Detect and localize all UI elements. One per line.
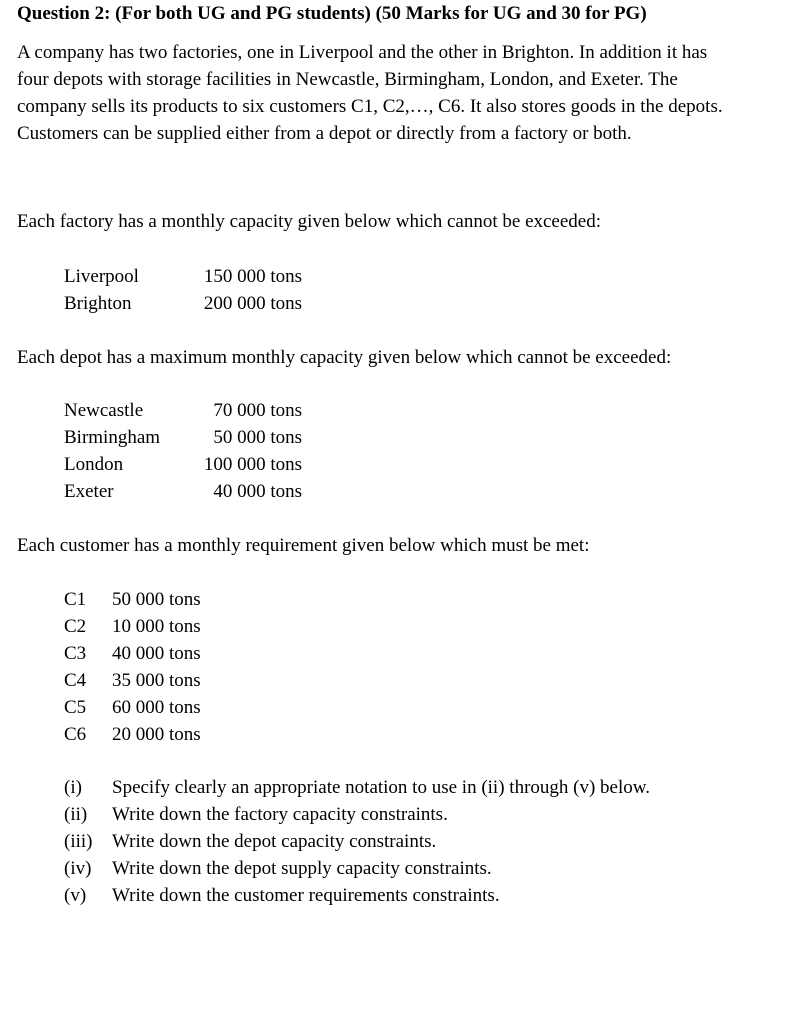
depot-capacity-intro: Each depot has a maximum monthly capacity given below which cannot be exceeded:: [17, 347, 672, 368]
customer-name: C3: [64, 643, 87, 664]
task-text: Write down the depot supply capacity constraints.: [112, 858, 492, 879]
customer-requirement: 60 000 tons: [112, 697, 201, 718]
customer-requirement: 10 000 tons: [112, 616, 201, 637]
customer-name: C2: [64, 616, 87, 637]
factory-name: Brighton: [64, 293, 132, 314]
task-number: (ii): [64, 804, 88, 825]
intro-paragraph: [17, 39, 777, 147]
depot-capacity: 40 000 tons: [213, 481, 302, 502]
customer-name: C5: [64, 697, 87, 718]
task-number: (iii): [64, 831, 93, 852]
depot-capacity: 50 000 tons: [213, 427, 302, 448]
task-text: Write down the depot capacity constraints.: [112, 831, 437, 852]
depot-name: Newcastle: [64, 400, 144, 421]
task-text: Write down the factory capacity constraints.: [112, 804, 448, 825]
task-number: (iv): [64, 858, 92, 879]
customer-name: C6: [64, 724, 87, 745]
customer-requirement: 50 000 tons: [112, 589, 201, 610]
depot-name: London: [64, 454, 124, 475]
question-heading: Question 2: (For both UG and PG students) (50 Marks for UG and 30 for PG): [17, 3, 647, 24]
task-text: Write down the customer requirements constraints.: [112, 885, 500, 906]
factory-capacity: 200 000 tons: [203, 293, 302, 314]
task-text: Specify clearly an appropriate notation to use in (ii) through (v) below.: [112, 777, 650, 798]
depot-capacity: 70 000 tons: [213, 400, 302, 421]
customer-requirement: 35 000 tons: [112, 670, 201, 691]
customer-name: C1: [64, 589, 87, 610]
customer-name: C4: [64, 670, 87, 691]
depot-name: Birmingham: [64, 427, 161, 448]
factory-capacity-intro: Each factory has a monthly capacity given below which cannot be exceeded:: [17, 211, 602, 232]
depot-capacity: 100 000 tons: [203, 454, 302, 475]
intro-line: A company has two factories, one in Liverpool and the other in Brighton. In addition it has: [17, 42, 708, 63]
depot-name: Exeter: [64, 481, 114, 502]
factory-capacity: 150 000 tons: [203, 266, 302, 287]
intro-line: company sells its products to six customers C1, C2,…, C6. It also stores goods in the depots.: [17, 96, 723, 117]
factory-name: Liverpool: [64, 266, 139, 287]
intro-line: four depots with storage facilities in Newcastle, Birmingham, London, and Exeter. The: [17, 69, 678, 90]
customer-requirement: 20 000 tons: [112, 724, 201, 745]
customer-requirement: 40 000 tons: [112, 643, 201, 664]
customer-requirement-intro: Each customer has a monthly requirement given below which must be met:: [17, 535, 590, 556]
intro-line: Customers can be supplied either from a depot or directly from a factory or both.: [17, 123, 632, 144]
task-number: (v): [64, 885, 87, 906]
task-number: (i): [64, 777, 82, 798]
